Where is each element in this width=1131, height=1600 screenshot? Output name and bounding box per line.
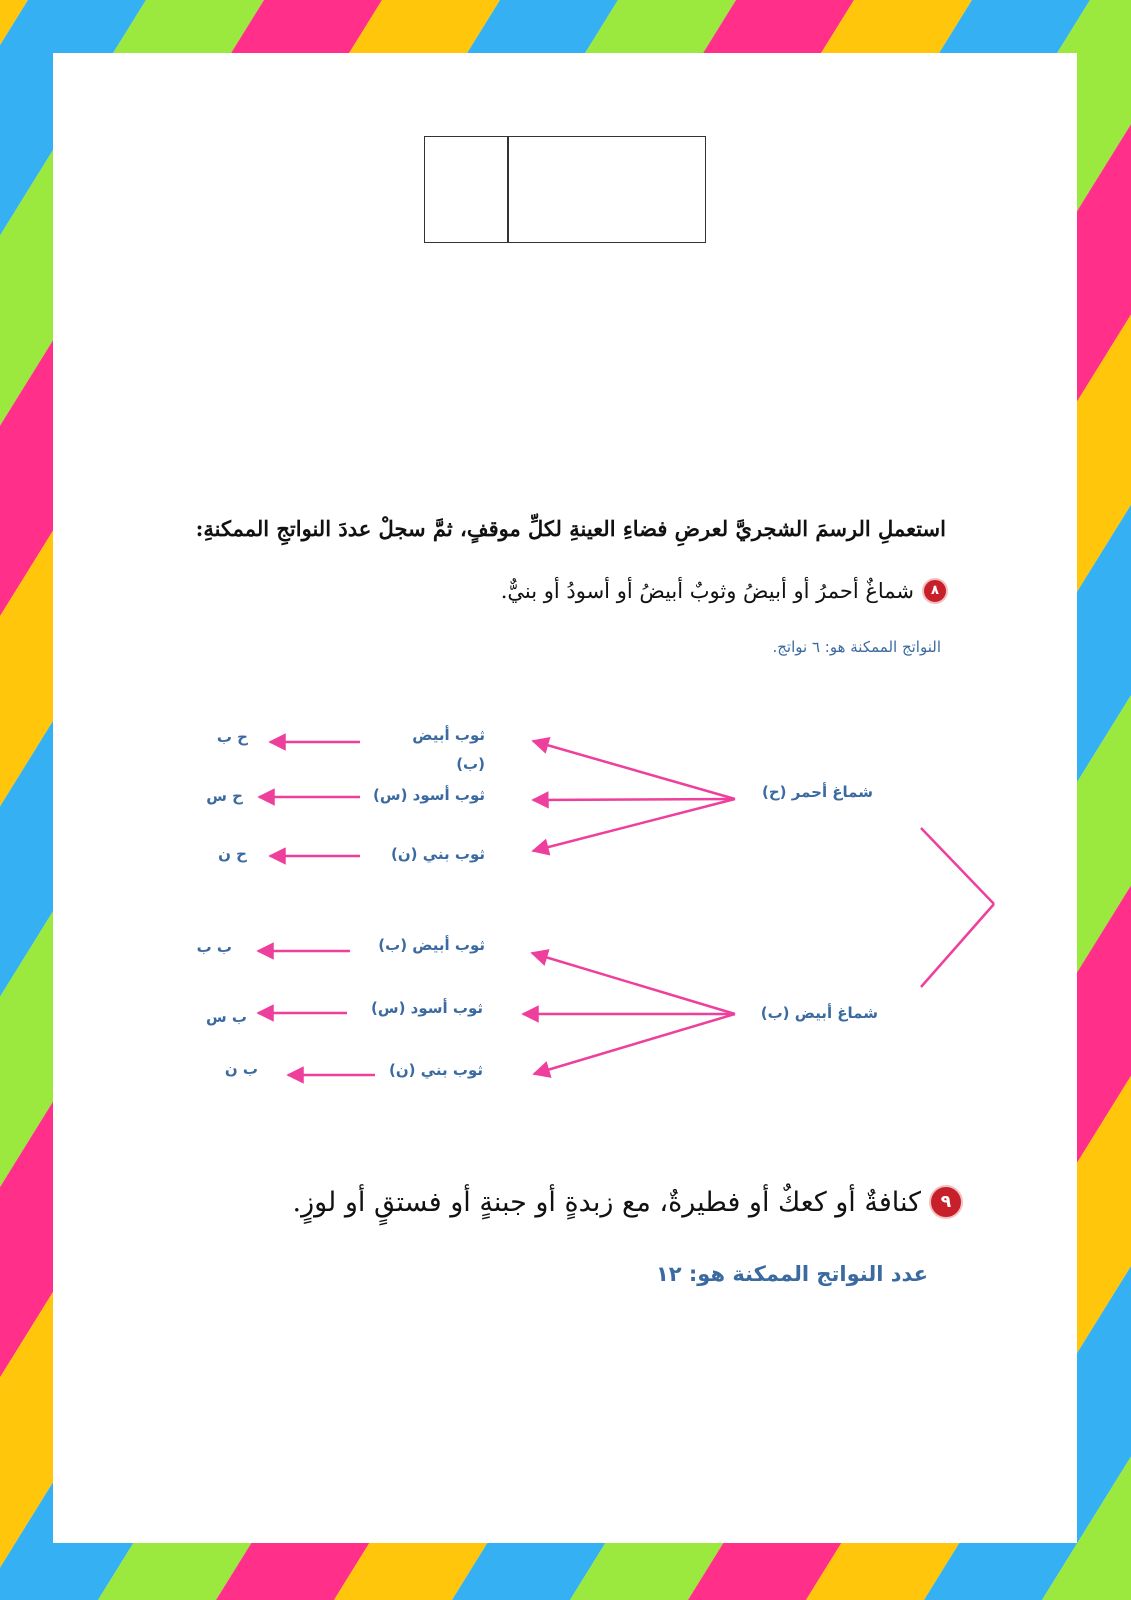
branch-label: ثوب أسود (س)	[373, 786, 485, 804]
branch-label: ثوب أبيض (ب)	[378, 936, 485, 954]
instruction-text: استعملِ الرسمَ الشجريَّ لعرضِ فضاءِ العينةِ لكلِّ موقفٍ، ثمَّ سجلْ عددَ النواتجِ الممكنةِ:	[195, 516, 946, 541]
question-9-answer: عدد النواتج الممكنة هو: ١٢	[655, 1262, 928, 1286]
root-label-white: شماغ أبيض (ب)	[760, 1004, 878, 1022]
outcome-label: ح س	[206, 787, 243, 805]
question-9-number: ٩	[929, 1185, 963, 1219]
start-bracket-line	[921, 828, 994, 904]
branch-arrow	[534, 1014, 735, 1074]
branch-label-line2: (ب)	[456, 755, 485, 773]
outcome-label: ح ب	[216, 728, 248, 746]
branch-label: ثوب بني (ن)	[389, 1061, 483, 1079]
outcome-label: ب ب	[196, 938, 232, 956]
outcome-label: ب ن	[224, 1060, 258, 1078]
branch-label: ثوب أسود (س)	[371, 999, 483, 1017]
question-8-answer: النواتج الممكنة هو: ٦ نواتج.	[772, 638, 941, 656]
question-8-number: ٨	[922, 578, 948, 604]
question-9-text: كنافةٌ أو كعكٌ أو فطيرةٌ، مع زبدةٍ أو جبنةٍ أو فستقٍ أو لوزٍ.	[292, 1186, 921, 1218]
question-8-text: شماغٌ أحمرُ أو أبيضُ وثوبٌ أبيضُ أو أسودُ أو بنيٌّ.	[500, 579, 914, 603]
branch-arrow	[533, 741, 735, 799]
outcome-label: ب س	[206, 1008, 247, 1026]
outcome-label: ح ن	[218, 845, 247, 863]
branch-arrow	[533, 799, 735, 800]
branch-arrow	[533, 799, 735, 851]
branch-label: ثوب أبيض	[412, 726, 485, 744]
branch-arrow	[532, 953, 735, 1014]
start-bracket-line	[921, 904, 994, 987]
branch-label: ثوب بني (ن)	[391, 845, 485, 863]
question-9	[292, 1185, 963, 1219]
root-label-red: شماغ أحمر (ح)	[762, 783, 873, 801]
